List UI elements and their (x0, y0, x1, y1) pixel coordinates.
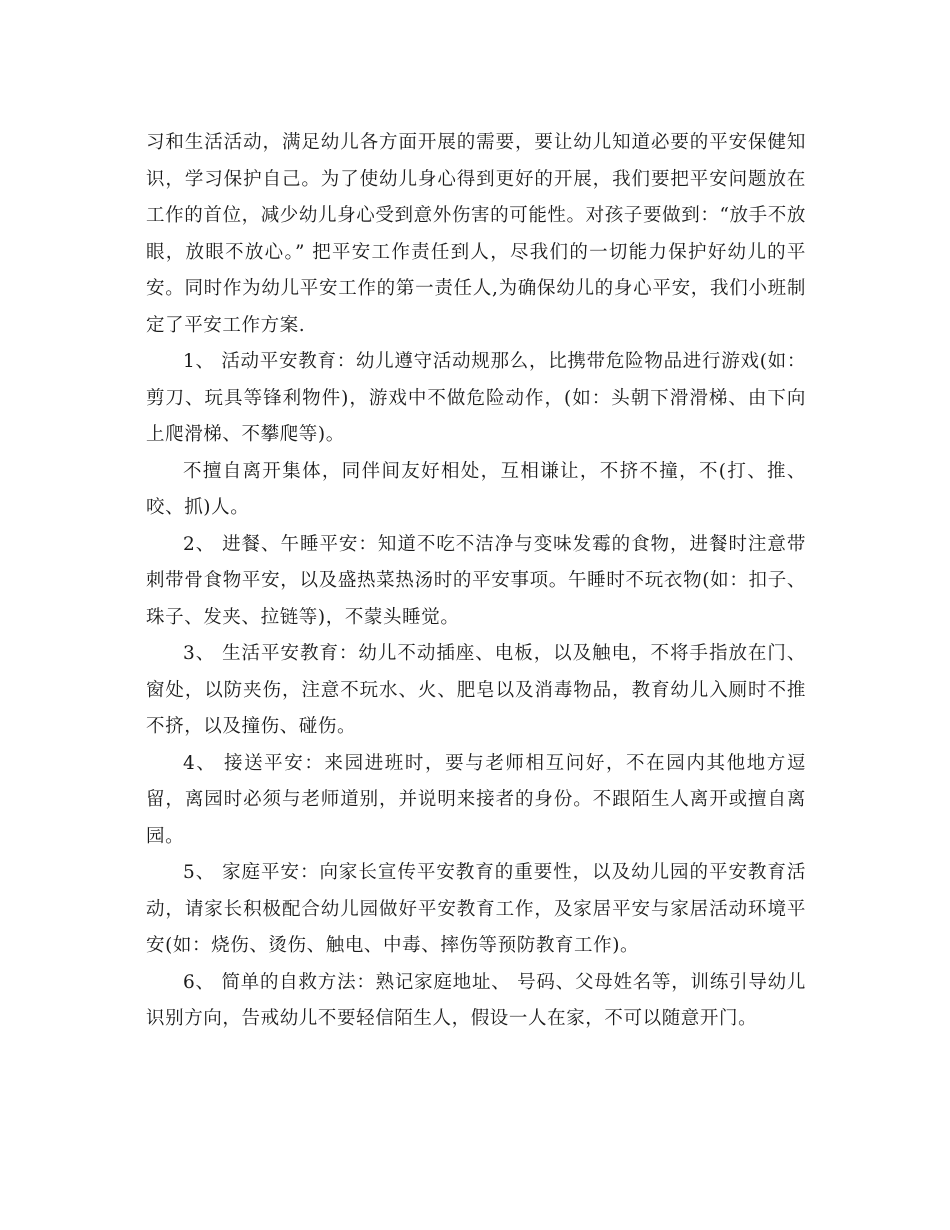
paragraph-activity-safety: 1、 活动平安教育：幼儿遵守活动规那么，比携带危险物品进行游戏(如：剪刀、玩具等锋利物件)，游戏中不做危险动作，(如：头朝下滑滑梯、由下向上爬滑梯、不攀爬等)。 (146, 351, 806, 445)
paragraph-pickup-safety: 4、 接送平安：来园进班时，要与老师相互问好，不在园内其他地方逗留，离园时必须与老师道别，并说明来接者的身份。不跟陌生人离开或擅自离园。 (146, 752, 806, 847)
paragraph-daily-life-safety: 3、 生活平安教育：幼儿不动插座、电板，以及触电，不将手指放在门、窗处，以防夹伤，注意不玩水、火、肥皂以及消毒物品，教育幼儿入厕时不推不挤，以及撞伤、碰伤。 (146, 643, 806, 737)
paragraph-intro: 习和生活活动，满足幼儿各方面开展的需要，要让幼儿知道必要的平安保健知识，学习保护自己。为了使幼儿身心得到更好的开展，我们要把平安问题放在工作的首位，减少幼儿身心受到意外伤害的可能性。对孩子要做到：“放手不放眼，放眼不放心。” 把平安工作责任到人，尽我们的一切能力保护好幼儿的平安。同时作为幼儿平安工作的第一责任人,为确保幼儿的身心平安，我们小班制定了平安工作方案. (146, 132, 806, 336)
paragraph-meal-nap-safety: 2、 进餐、午睡平安：知道不吃不洁净与变味发霉的食物，进餐时注意带刺带骨食物平安，以及盛热菜热汤时的平安事项。午睡时不玩衣物(如：扣子、珠子、发夹、拉链等)，不蒙头睡觉。 (146, 533, 806, 628)
paragraph-self-rescue: 6、 简单的自救方法：熟记家庭地址、 号码、父母姓名等，训练引导幼儿识别方向，告戒幼儿不要轻信陌生人，假设一人在家，不可以随意开门。 (146, 971, 806, 1029)
paragraph-home-safety: 5、 家庭平安：向家长宣传平安教育的重要性，以及幼儿园的平安教育活动，请家长积极配合幼儿园做好平安教育工作，及家居平安与家居活动环境平安(如：烧伤、烫伤、触电、中毒、摔伤等预防教育工作)。 (146, 862, 806, 956)
document-body (146, 125, 806, 1038)
paragraph-group-behavior: 不擅自离开集体，同伴间友好相处，互相谦让，不挤不撞，不(打、推、咬、抓)人。 (146, 460, 806, 518)
